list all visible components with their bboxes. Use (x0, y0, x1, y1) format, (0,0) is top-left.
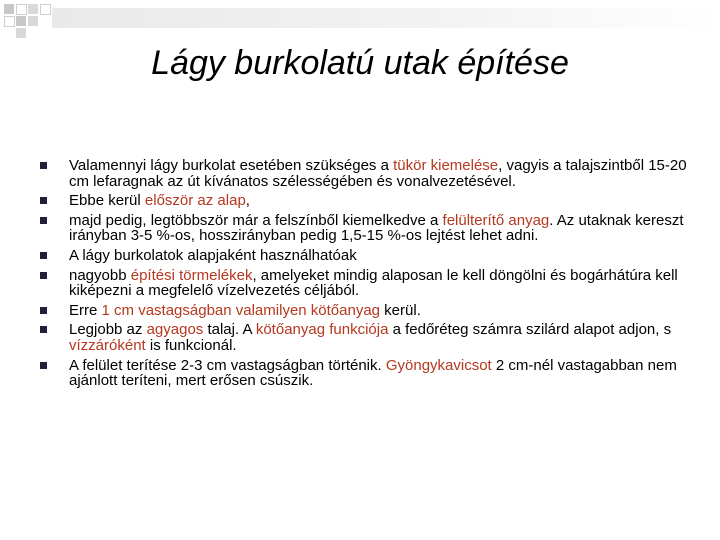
bullet-text: a fedőréteg számra szilárd alapot adjon, s (388, 321, 672, 339)
decor-square (4, 16, 15, 27)
decor-square (16, 28, 26, 38)
bullet-text: , amelyeket mindig alaposan le kell döngölni és bogárhátúra kell kiképezni a megfelelő vízelvezetés céljából. (69, 266, 678, 300)
bullet-text: majd pedig, legtöbbször már a felszínből kiemelkedve a (69, 211, 443, 229)
highlighted-term: építési törmelékek (130, 266, 253, 284)
square-bullet-icon (40, 162, 47, 169)
bullet-text: nagyobb (69, 266, 131, 284)
highlighted-term: Gyöngykavicsot (385, 356, 492, 374)
bullet-text: Legjobb az (69, 321, 147, 339)
bullet-item (40, 322, 690, 353)
decor-square (4, 4, 14, 14)
decor-square (40, 4, 51, 15)
bullet-text: Erre (69, 301, 102, 319)
bullet-item (40, 213, 690, 244)
bullet-text: Valamennyi lágy burkolat esetében szükséges a (69, 157, 394, 174)
bullet-text: . Az utaknak kereszt irányban 3-5 %-os, hosszirányban pedig 1,5-15 %-os lejtést lehet adni. (69, 211, 684, 245)
decor-square (16, 16, 26, 26)
header-gradient-band (52, 8, 720, 28)
highlighted-term: tükör kiemelése (393, 157, 499, 174)
square-bullet-icon (40, 326, 47, 333)
bullet-item (40, 193, 690, 209)
decorative-header-bar (0, 0, 720, 42)
highlighted-term: agyagos (146, 321, 204, 339)
highlighted-term: vízzáróként (69, 336, 146, 354)
bullet-text: is funkcionál. (145, 336, 237, 354)
square-bullet-icon (40, 217, 47, 224)
square-bullet-icon (40, 252, 47, 259)
decor-square (28, 16, 38, 26)
highlighted-term: kötőanyag funkciója (255, 321, 389, 339)
bullet-item (40, 303, 690, 319)
bullet-text: A lágy burkolatok alapjaként használhatóak (69, 246, 357, 264)
bullet-text: kerül. (380, 301, 421, 319)
bullet-text: , (245, 192, 250, 210)
bullet-list (40, 158, 690, 393)
bullet-item (40, 358, 690, 389)
bullet-text: 2 cm-nél vastagabban nem ajánlott teríteni, mert erősen csúszik. (69, 356, 677, 390)
square-bullet-icon (40, 197, 47, 204)
highlighted-term: először az alap (144, 192, 246, 210)
decor-square (16, 4, 27, 15)
square-bullet-icon (40, 307, 47, 314)
slide-title: Lágy burkolatú utak építése (151, 44, 569, 82)
bullet-item (40, 248, 690, 264)
highlighted-term: felülterítő anyag (442, 211, 550, 229)
bullet-text: , vagyis a talajszintből 15-20 cm lefaragnak az út kívánatos szélességében és vonalvezetésével. (69, 157, 687, 190)
bullet-item (40, 268, 690, 299)
bullet-text: talaj. A (203, 321, 256, 339)
highlighted-term: 1 cm vastagságban valamilyen kötőanyag (101, 301, 381, 319)
decor-square (28, 4, 38, 14)
bullet-item (40, 158, 690, 189)
bullet-text: Ebbe kerül (69, 192, 145, 210)
bullet-text: A felület terítése 2-3 cm vastagságban történik. (69, 356, 386, 374)
square-bullet-icon (40, 362, 47, 369)
square-bullet-icon (40, 272, 47, 279)
